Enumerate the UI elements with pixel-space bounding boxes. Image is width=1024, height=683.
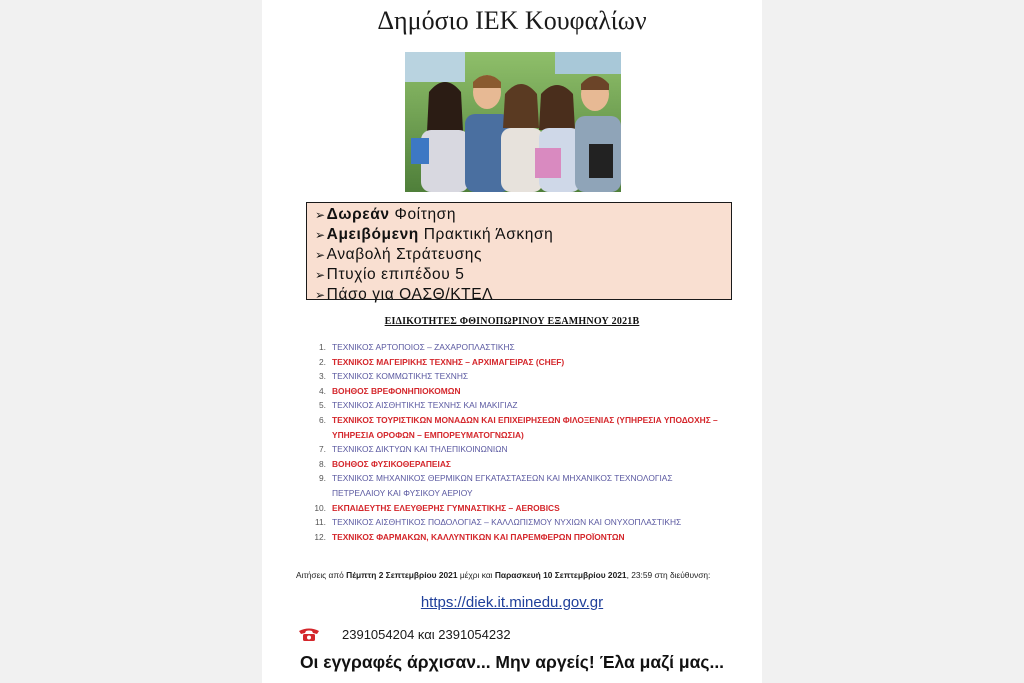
list-item: [306, 442, 726, 457]
item-number: 11.: [314, 517, 326, 528]
arrow-bullet-icon: ➢: [315, 288, 326, 302]
phone-numbers: 2391054204 και 2391054232: [342, 626, 511, 642]
application-text: , 23:59 στη διεύθυνση:: [626, 570, 711, 580]
item-text: ΤΕΧΝΙΚΟΣ ΤΟΥΡΙΣΤΙΚΩΝ ΜΟΝΑΔΩΝ ΚΑΙ ΕΠΙΧΕΙΡΗΣΕΩΝ ΦΙΛΟΞΕΝΙΑΣ (ΥΠΗΡΕΣΙΑ ΥΠΟΔΟΧΗΣ – ΥΠΗΡΕΣΙΑ ΟΡΟΦΩΝ – ΕΜΠΟΡΕΥΜΑΤΟΓΝΩΣΙΑ): [332, 414, 718, 440]
list-item: [306, 515, 726, 530]
list-item: [306, 530, 726, 545]
specialties-list: [306, 340, 726, 544]
item-number: 3.: [319, 371, 326, 382]
arrow-bullet-icon: ➢: [315, 268, 326, 282]
item-number: 1.: [319, 342, 326, 352]
item-number: 9.: [319, 473, 326, 484]
item-text: ΤΕΧΝΙΚΟΣ ΔΙΚΤΥΩΝ ΚΑΙ ΤΗΛΕΠΙΚΟΙΝΩΝΙΩΝ: [332, 444, 508, 455]
list-item: [306, 398, 726, 413]
specialties-title: ΕΙΔΙΚΟΤΗΤΕΣ ΦΘΙΝΟΠΩΡΙΝΟΥ ΕΞΑΜΗΝΟΥ 2021Β: [384, 316, 640, 327]
arrow-bullet-icon: ➢: [315, 228, 326, 242]
item-number: 6.: [319, 414, 326, 425]
benefit-item: [315, 205, 731, 225]
item-number: 7.: [319, 444, 326, 455]
item-text: ΤΕΧΝΙΚΟΣ ΚΟΜΜΩΤΙΚΗΣ ΤΕΧΝΗΣ: [332, 371, 469, 382]
arrow-bullet-icon: ➢: [315, 248, 326, 262]
item-number: 5.: [319, 400, 326, 411]
flyer-page: [262, 0, 762, 683]
item-text: ΤΕΧΝΙΚΟΣ ΑΙΣΘΗΤΙΚΟΣ ΠΟΔΟΛΟΓΙΑΣ – ΚΑΛΛΩΠΙΣΜΟΥ ΝΥΧΙΩΝ ΚΑΙ ΟΝΥΧΟΠΛΑΣΤΙΚΗΣ: [332, 517, 682, 528]
application-text: Αιτήσεις από: [296, 570, 347, 580]
item-number: 4.: [319, 385, 326, 396]
list-item: [306, 457, 726, 472]
item-number: 2.: [319, 356, 326, 367]
list-item: [306, 384, 726, 399]
application-text: μέχρι και: [457, 570, 495, 580]
benefit-bold: Αμειβόμενη: [326, 226, 419, 243]
item-text: ΒΟΗΘΟΣ ΒΡΕΦΟΝΗΠΙΟΚΟΜΩΝ: [332, 385, 461, 396]
benefit-text: Πρακτική Άσκηση: [418, 226, 554, 243]
slogan: Οι εγγραφές άρχισαν... Μην αργείς! Έλα μαζί μας...: [299, 652, 725, 672]
list-item: [306, 369, 726, 384]
benefit-text: Πάσο για ΟΑΣΘ/ΚΤΕΛ: [326, 286, 494, 303]
benefit-text: Αναβολή Στράτευσης: [326, 246, 483, 263]
list-item: [306, 413, 726, 442]
students-photo: [405, 52, 621, 192]
item-text: ΒΟΗΘΟΣ ΦΥΣΙΚΟΘΕΡΑΠΕΙΑΣ: [332, 458, 451, 469]
item-text: ΕΚΠΑΙΔΕΥΤΗΣ ΕΛΕΥΘΕΡΗΣ ΓΥΜΝΑΣΤΙΚΗΣ – AEROBICS: [332, 502, 560, 513]
application-end-date: Παρασκευή 10 Σεπτεμβρίου 2021: [494, 570, 627, 580]
benefit-item: [315, 245, 731, 265]
application-link[interactable]: https://diek.it.minedu.gov.gr: [420, 594, 604, 611]
item-text: ΤΕΧΝΙΚΟΣ ΦΑΡΜΑΚΩΝ, ΚΑΛΛΥΝΤΙΚΩΝ ΚΑΙ ΠΑΡΕΜΦΕΡΩΝ ΠΡΟΪΟΝΤΩΝ: [332, 531, 625, 542]
item-number: 8.: [319, 458, 326, 469]
benefit-item: [315, 265, 731, 285]
benefit-item: [315, 225, 731, 245]
application-start-date: Πέμπτη 2 Σεπτεμβρίου 2021: [346, 570, 458, 580]
benefit-bold: Δωρεάν: [326, 206, 390, 223]
flyer-title: Δημόσιο ΙΕΚ Κουφαλίων: [377, 6, 647, 35]
benefit-text: Πτυχίο επιπέδου 5: [326, 266, 465, 283]
item-text: ΤΕΧΝΙΚΟΣ ΜΗΧΑΝΙΚΟΣ ΘΕΡΜΙΚΩΝ ΕΓΚΑΤΑΣΤΑΣΕΩΝ ΚΑΙ ΜΗΧΑΝΙΚΟΣ ΤΕΧΝΟΛΟΓΙΑΣ ΠΕΤΡΕΛΑΙΟΥ ΚΑΙ ΦΥΣΙΚΟΥ ΑΕΡΙΟΥ: [332, 473, 673, 498]
item-number: 12.: [314, 531, 326, 542]
contact-phones: [298, 626, 511, 642]
application-info: [296, 570, 736, 582]
item-number: 10.: [314, 502, 326, 513]
benefit-item: [315, 285, 731, 305]
benefit-text: Φοίτηση: [389, 206, 457, 223]
item-text: ΤΕΧΝΙΚΟΣ ΑΡΤΟΠΟΙΟΣ – ΖΑΧΑΡΟΠΛΑΣΤΙΚΗΣ: [332, 342, 515, 352]
arrow-bullet-icon: ➢: [315, 208, 326, 222]
item-text: ΤΕΧΝΙΚΟΣ ΜΑΓΕΙΡΙΚΗΣ ΤΕΧΝΗΣ – ΑΡΧΙΜΑΓΕΙΡΑΣ (CHEF): [332, 356, 565, 367]
benefits-box: [306, 202, 732, 303]
list-item: [306, 471, 726, 500]
list-item: [306, 340, 726, 355]
list-item: [306, 501, 726, 516]
telephone-icon: [298, 627, 320, 641]
item-text: ΤΕΧΝΙΚΟΣ ΑΙΣΘΗΤΙΚΗΣ ΤΕΧΝΗΣ ΚΑΙ ΜΑΚΙΓΙΑΖ: [332, 400, 518, 411]
list-item: [306, 355, 726, 370]
